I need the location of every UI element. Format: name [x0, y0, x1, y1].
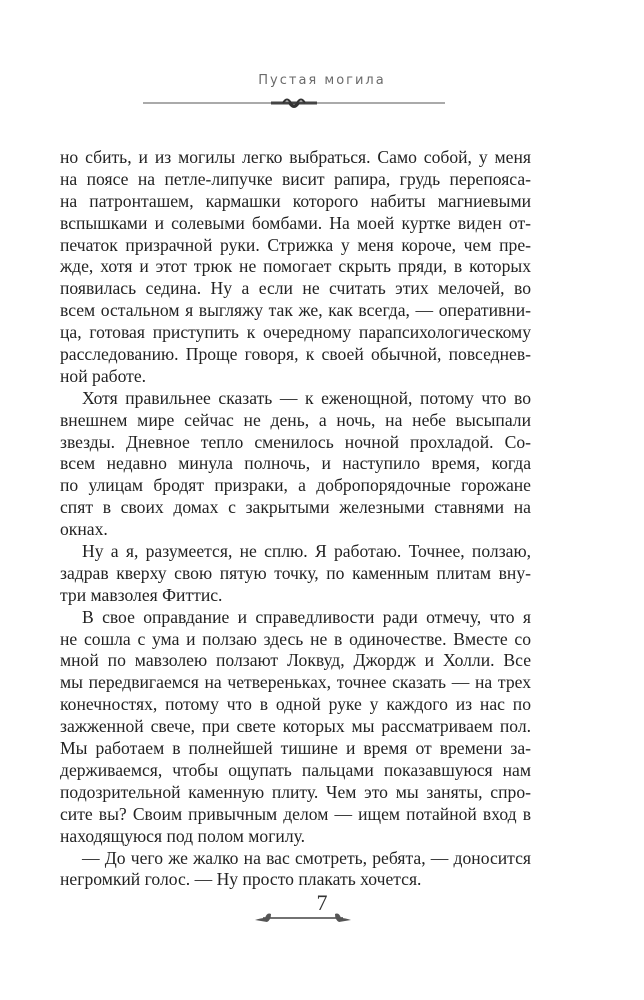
text-line: расследованию. Проще говоря, к своей обычной, повседнев- [60, 344, 531, 365]
text-line: появилась седина. Ну а если не считать этих мелочей, во [60, 278, 531, 299]
text-line: сите вы? Своим привычным делом — ищем потайной вход в [60, 803, 531, 824]
text-line: задрав кверху свою пятую точку, по каменным плитам вну- [60, 562, 531, 583]
text-line: жде, хотя и этот трюк не помогает скрыть пряди, в которых [60, 256, 531, 277]
body-text [60, 147, 531, 891]
footer-ornament [253, 911, 353, 925]
text-line: Ну а я, разумеется, не сплю. Я работаю. Точнее, ползаю, [82, 541, 531, 562]
text-line: на поясе на петле-липучке висит рапира, грудь перепояса- [60, 168, 531, 189]
text-line: конечностях, потому что в одной руке у каждого из нас по [60, 694, 531, 715]
text-line: мы передвигаемся на четвереньках, точнее сказать — на трех [60, 672, 531, 693]
text-line: на патронташем, кармашки которого набиты магниевыми [60, 190, 531, 211]
text-line: внешнем мире сейчас не день, а ночь, на небе высыпали [60, 409, 531, 430]
text-line: всем недавно минула полночь, и наступило время, когда [60, 453, 531, 474]
text-line: ной работе. [60, 365, 147, 386]
text-line: не сошла с ума и ползаю здесь не в одиночестве. Вместе со [60, 628, 531, 649]
text-line: мной по мавзолею ползают Локвуд, Джордж и Холли. Все [60, 650, 531, 671]
text-line: вспышками и солевыми бомбами. На моей куртке виден от- [60, 212, 531, 233]
text-line: держиваемся, чтобы ощупать пальцами показавшуюся нам [60, 759, 531, 780]
text-line: печаток призрачной руки. Стрижка у меня короче, чем пре- [60, 234, 531, 255]
text-line: — До чего же жалко на вас смотреть, ребята, — доносится [82, 847, 531, 868]
text-line: ца, готовая приступить к очередному парапсихологическому [60, 322, 531, 343]
text-line: находящуюся под полом могилу. [60, 825, 306, 846]
text-line: Хотя правильнее сказать — к еженощной, потому что во [82, 387, 531, 408]
text-line: негромкий голос. — Ну просто плакать хочется. [60, 869, 422, 890]
text-line: но сбить, и из могилы легко выбраться. Само собой, у меня [60, 147, 531, 167]
text-line: подозрительной каменную плиту. Чем это мы заняты, спро- [60, 781, 531, 802]
text-line: зажженной свече, при свете которых мы рассматриваем пол. [60, 716, 531, 737]
text-line: Мы работаем в полнейшей тишине и время от времени за- [60, 738, 531, 759]
text-line: всем остальном я выгляжу так же, как всегда, — оперативни- [60, 300, 531, 321]
text-line: звезды. Дневное тепло сменилось ночной прохладой. Со- [60, 431, 531, 452]
text-line: по улицам бродят призраки, а добропорядочные горожане [60, 475, 531, 496]
text-line: В свое оправдание и справедливости ради отмечу, что я [82, 606, 531, 627]
running-header: Пустая могила [258, 73, 386, 88]
text-line: три мавзолея Фиттис. [60, 584, 223, 605]
text-line: спят в своих домах с закрытыми железными ставнями на [60, 497, 531, 518]
text-line: окнах. [60, 519, 108, 540]
page-number: 7 [316, 890, 328, 915]
header-ornament-rule [143, 96, 445, 110]
